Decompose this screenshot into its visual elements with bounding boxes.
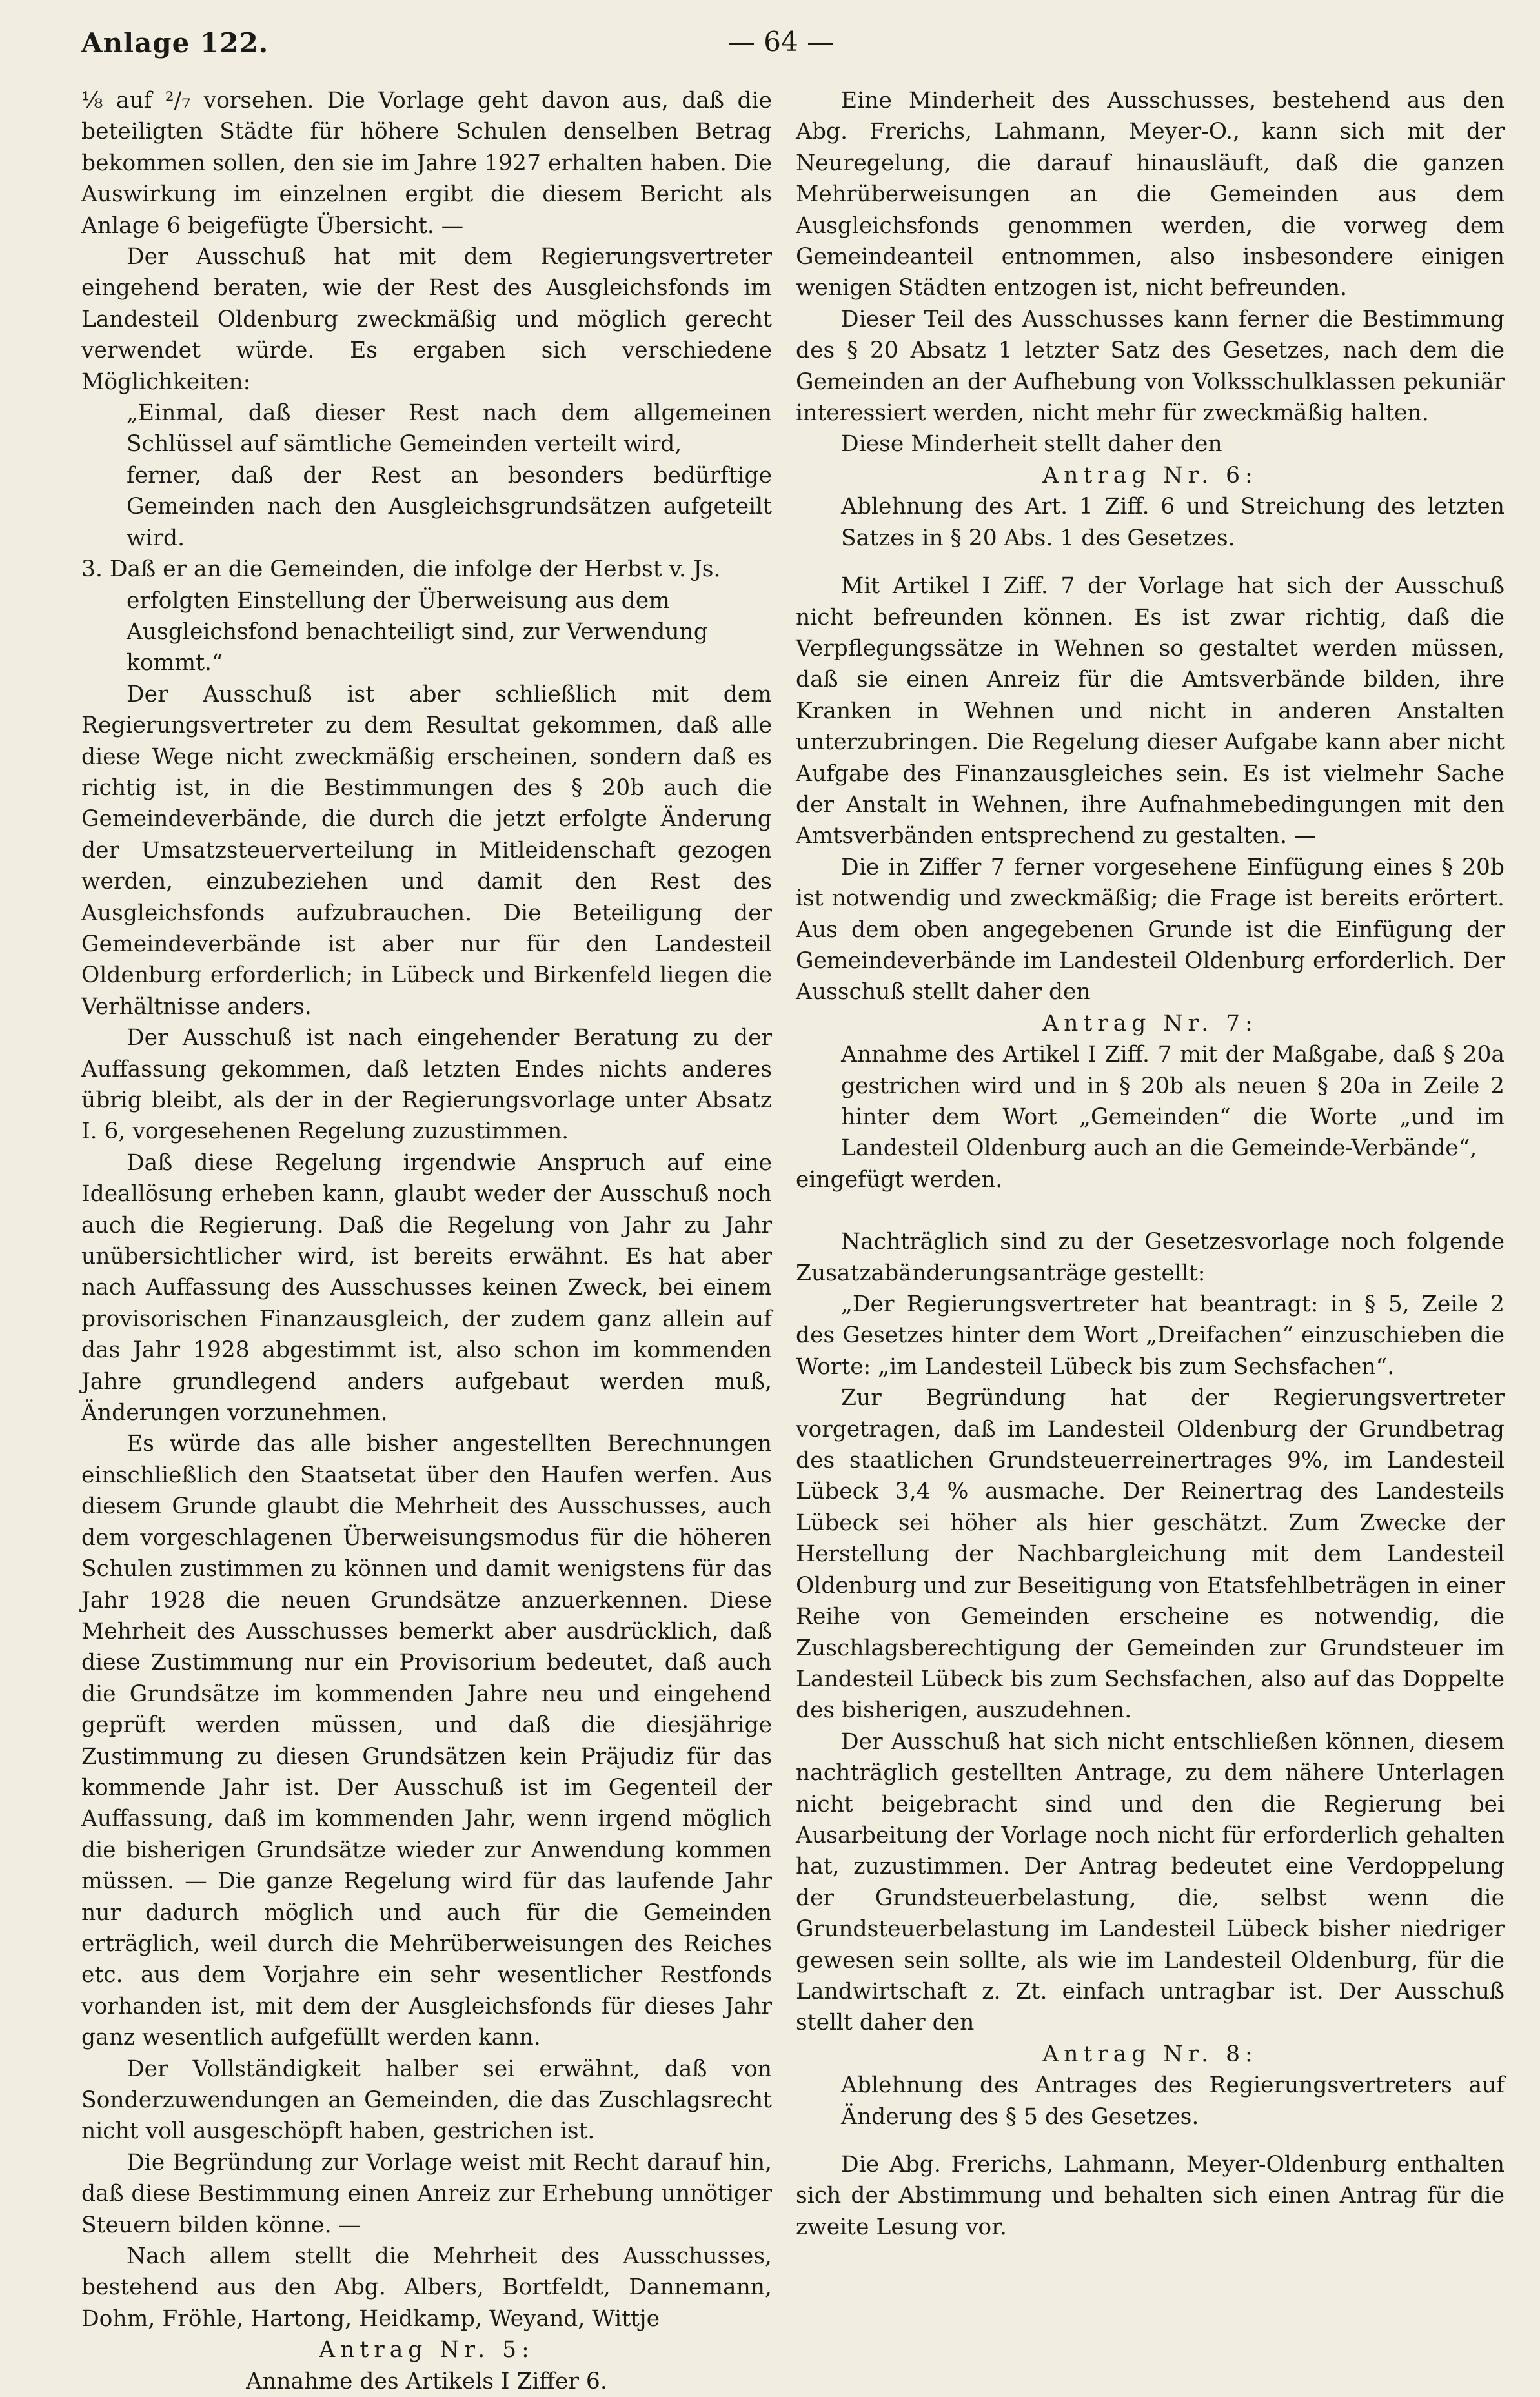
paragraph: Die Abg. Frerichs, Lahmann, Meyer-Oldenburg enthalten sich der Abstimmung und behalten sich einen Antrag für die zweite Lesung vor. xyxy=(796,2152,1505,2240)
motion-text: Ablehnung des Antrages des Regierungsvertreters auf Änderung des § 5 des Gesetzes. xyxy=(841,2072,1505,2130)
motion-text: Ablehnung des Art. 1 Ziff. 6 und Streichung des letzten Satzes in § 20 Abs. 1 des Gesetzes. xyxy=(841,494,1505,551)
motion-text: Annahme des Artikel I Ziff. 7 mit der Maßgabe, daß § 20a gestrichen wird und in § 20b als neuen § 20a in Zeile 2 hinter dem Wort „Gemeinden“ die Worte „und im Landesteil Oldenburg auch an die Gemeinde-Verbände“, xyxy=(841,1042,1505,1162)
page-number: — 64 — xyxy=(727,26,835,57)
motion-text: Annahme des Artikels I Ziffer 6. xyxy=(246,2368,607,2394)
spacer xyxy=(796,2132,1505,2149)
paragraph: Nachträglich sind zu der Gesetzesvorlage noch folgende Zusatzabänderungsanträge gestellt: xyxy=(796,1229,1505,1286)
paragraph: Diese Minderheit stellt daher den xyxy=(841,431,1222,458)
paragraph: ⅛ auf ²/₇ vorsehen. Die Vorlage geht davon aus, daß die beteiligten Städte für höhere Schulen denselben Betrag bekommen sollen, den sie im Jahre 1927 erhalten haben. Die Auswirkung im einzelnen ergibt die diesem Bericht als Anlage 6 beigefügte Übersicht. — xyxy=(81,88,772,239)
annex-label: Anlage 122. xyxy=(81,27,269,59)
paragraph: Dieser Teil des Ausschusses kann ferner die Bestimmung des § 20 Absatz 1 letzter Satz des Gesetzes, nach dem die Gemeinden an der Aufhebung von Volksschulklassen pekuniär interessiert werden, nicht mehr für zweckmäßig halten. xyxy=(796,306,1505,427)
paragraph: Der Vollständigkeit halber sei erwähnt, daß von Sonderzuwendungen an Gemeinden, die das Zuschlagsrecht nicht voll ausgeschöpft haben, gestrichen ist. xyxy=(81,2056,772,2145)
page-header xyxy=(0,0,1540,71)
paragraph: Nach allem stellt die Mehrheit des Ausschusses, bestehend aus den Abg. Albers, Bortfeldt, Dannemann, Dohm, Fröhle, Hartong, Heidkamp, Weyand, Wittje xyxy=(81,2243,772,2332)
spacer xyxy=(796,1195,1505,1226)
motion-heading: Antrag Nr. 8: xyxy=(1042,2041,1258,2067)
spacer xyxy=(796,554,1505,571)
motion-heading: Antrag Nr. 6: xyxy=(1042,462,1258,489)
paragraph: Der Ausschuß ist aber schließlich mit dem Regierungsvertreter zu dem Resultat gekommen, daß alle diese Wege nicht zweckmäßig erscheinen, sondern daß es richtig ist, in die Bestimmungen des § 20b auch die Gemeindeverbände, die durch die jetzt erfolgte Änderung der Umsatzsteuerverteilung in Mitleidenschaft gezogen werden, einzubeziehen und damit den Rest des Ausgleichsfonds aufzubrauchen. Die Beteiligung der Gemeindeverbände ist aber nur für den Landesteil Oldenburg erforderlich; in Lübeck und Birkenfeld liegen die Verhältnisse anders. xyxy=(81,681,772,1020)
paragraph: Der Ausschuß ist nach eingehender Beratung zu der Auffassung gekommen, daß letzten Endes nichts anderes übrig bleibt, als der in der Regierungsvorlage unter Absatz I. 6, vorgesehenen Regelung zuzustimmen. xyxy=(81,1025,772,1145)
quote-item: „Einmal, daß dieser Rest nach dem allgemeinen Schlüssel auf sämtliche Gemeinden verteilt wird, xyxy=(127,400,772,458)
paragraph: Die in Ziffer 7 ferner vorgesehene Einfügung eines § 20b ist notwendig und zweckmäßig; die Frage ist bereits erörtert. Aus dem oben angegebenen Grunde ist die Einfügung der Gemeindeverbände im Landesteil Oldenburg erforderlich. Der Ausschuß stellt daher den xyxy=(796,854,1505,1006)
paragraph: Zur Begründung hat der Regierungsvertreter vorgetragen, daß im Landesteil Oldenburg der Grundbetrag des staatlichen Grundsteuerreinertrages 9%, im Landesteil Lübeck 3,4 % ausmache. Der Reinertrag des Landesteils Lübeck sei höher als hier geschätzt. Zum Zwecke der Herstellung der Nachbargleichung mit dem Landesteil Oldenburg und zur Beseitigung von Etatsfehlbeträgen in einer Reihe von Gemeinden erscheine es notwendig, die Zuschlagsberechtigung der Gemeinden zur Grundsteuer im Landesteil Lübeck bis zum Sechsfachen, also auf das Doppelte des bisherigen, auszudehnen. xyxy=(796,1385,1505,1724)
quote-item: ferner, daß der Rest an besonders bedürftige Gemeinden nach den Ausgleichsgrundsätzen aufgeteilt wird. xyxy=(127,462,772,551)
paragraph: Die Begründung zur Vorlage weist mit Recht darauf hin, daß diese Bestimmung einen Anreiz zur Erhebung unnötiger Steuern bilden könne. — xyxy=(81,2149,772,2238)
paragraph: Eine Minderheit des Ausschusses, bestehend aus den Abg. Frerichs, Lahmann, Meyer-O., kann sich mit der Neuregelung, die darauf hinausläuft, daß die ganzen Mehrüberweisungen an die Gemeinden aus dem Ausgleichsfonds genommen werden, die vorweg dem Gemeindeanteil entnommen, also insbesondere einigen wenigen Städten entzogen ist, nicht befreunden. xyxy=(796,88,1505,301)
paragraph: Der Ausschuß hat mit dem Regierungsvertreter eingehend beraten, wie der Rest des Ausgleichsfonds im Landesteil Oldenburg zweckmäßig und möglich gerecht verwendet würde. Es ergaben sich verschiedene Möglichkeiten: xyxy=(81,244,772,395)
paragraph: Es würde das alle bisher angestellten Berechnungen einschließlich den Staatsetat über den Haufen werfen. Aus diesem Grunde glaubt die Mehrheit des Ausschusses, auch dem vorgeschlagenen Überweisungsmodus für die höheren Schulen zustimmen zu können und damit wenigstens für das Jahr 1928 die neuen Grundsätze anzuerkennen. Diese Mehrheit des Ausschusses bemerkt aber ausdrücklich, daß diese Zustimmung nur ein Provisorium bedeutet, daß auch die Grundsätze im kommenden Jahre neu und eingehend geprüft werden müssen, und daß die diesjährige Zustimmung zu diesen Grundsätzen kein Präjudiz für das kommende Jahr ist. Der Ausschuß ist im Gegenteil der Auffassung, daß im kommenden Jahr, wenn irgend möglich die bisherigen Grundsätze wieder zur Anwendung kommen müssen. — Die ganze Regelung wird für das laufende Jahr nur dadurch möglich und auch für die Gemeinden erträglich, weil durch die Mehrüberweisungen des Reiches etc. aus dem Vorjahre ein sehr wesentlicher Restfonds vorhanden ist, mit dem der Ausgleichsfonds für dieses Jahr ganz wesentlich aufgefüllt werden kann. xyxy=(81,1431,772,2051)
motion-heading: Antrag Nr. 7: xyxy=(1042,1010,1258,1037)
left-column xyxy=(81,85,772,2397)
paragraph: Daß diese Regelung irgendwie Anspruch auf eine Ideallösung erheben kann, glaubt weder der Ausschuß noch auch die Regierung. Daß die Regelung von Jahr zu Jahr unübersichtlicher wird, ist bereits erwähnt. Es hat aber nach Auffassung des Ausschusses keinen Zweck, bei einem provisorischen Finanzausgleich, der zudem ganz allein auf das Jahr 1928 abgestimmt ist, also schon im kommenden Jahre grundlegend anders aufgebaut werden muß, Änderungen vorzunehmen. xyxy=(81,1149,772,1426)
quote-item: 3. Daß er an die Gemeinden, die infolge der Herbst v. Js. erfolgten Einstellung der Überweisung aus dem Ausgleichsfond benachteiligt sind, zur Verwendung kommt.“ xyxy=(81,556,721,676)
right-column xyxy=(796,85,1505,2243)
motion-heading: Antrag Nr. 5: xyxy=(319,2337,534,2363)
paragraph: Der Ausschuß hat sich nicht entschließen können, diesem nachträglich gestellten Antrage, zu dem nähere Unterlagen nicht beigebracht sind und den die Regierung bei Ausarbeitung der Vorlage noch nicht für erforderlich gehalten hat, zuzustimmen. Der Antrag bedeutet eine Verdoppelung der Grundsteuerbelastung, die, selbst wenn die Grundsteuerbelastung im Landesteil Lübeck bisher niedriger gewesen sein sollte, als wie im Landesteil Oldenburg, für die Landwirtschaft z. Zt. einfach untragbar ist. Der Ausschuß stellt daher den xyxy=(796,1728,1505,2036)
paragraph: Mit Artikel I Ziff. 7 der Vorlage hat sich der Ausschuß nicht befreunden können. Es ist zwar richtig, daß die Verpflegungssätze in Wehnen so gestaltet werden müssen, daß sie einen Anreiz für die Amtsverbände bilden, ihre Kranken in Wehnen und nicht in anderen Anstalten unterzubringen. Die Regelung dieser Aufgabe kann aber nicht Aufgabe des Finanzausgleiches sein. Es ist vielmehr Sache der Anstalt in Wehnen, ihre Aufnahmebedingungen mit den Amtsverbänden entsprechend zu gestalten. — xyxy=(796,573,1505,849)
quote-item: „Der Regierungsvertreter hat beantragt: in § 5, Zeile 2 des Gesetzes hinter dem Wort „Dreifachen“ einzuschieben die Worte: „im Landesteil Lübeck bis zum Sechsfachen“. xyxy=(796,1291,1505,1380)
paragraph: eingefügt werden. xyxy=(796,1166,1003,1193)
